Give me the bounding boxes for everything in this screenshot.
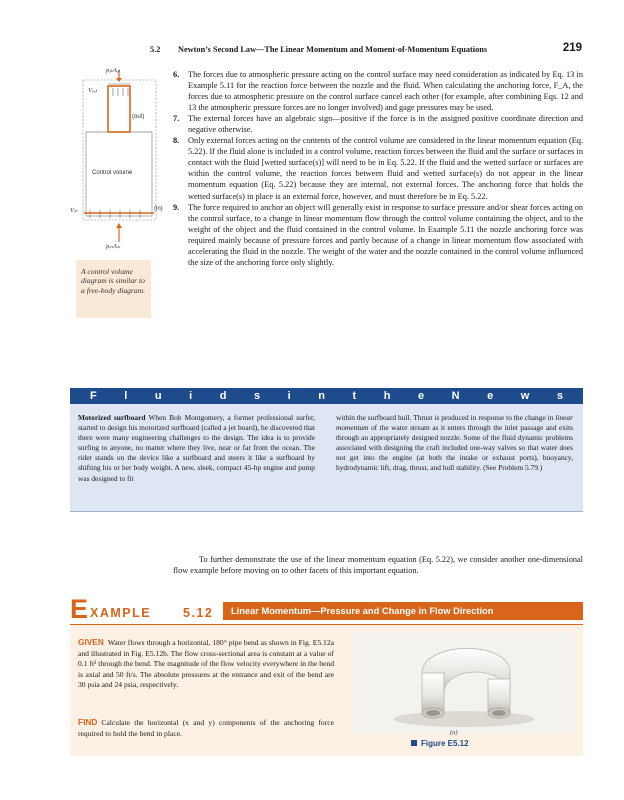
news-heading: Motorized surfboard — [78, 413, 146, 422]
page-number: 219 — [562, 42, 582, 54]
chapter-title: Newton’s Second Law—The Linear Momentum and Moment-of-Momentum Equations — [178, 45, 488, 54]
find-paragraph — [78, 717, 334, 739]
banner-letter: s — [253, 390, 261, 402]
label-pressure-top: pₐₜAₐₜ — [106, 67, 121, 74]
section-number: 5.2 — [150, 45, 161, 54]
banner-letter: i — [189, 390, 193, 402]
example-box — [70, 624, 583, 756]
banner-letter: d — [219, 390, 227, 402]
figure-caption-text: Figure E5.12 — [421, 739, 469, 748]
label-out: (out) — [132, 114, 145, 120]
news-left-text: When Bob Montgomery, a former professional surfer, started to design his motorized surfboard (called a jet board), he discovered that there were many engineering challenges to the design. The idea is to provide surfing to anyone, no matter where they live, near or far from the ocean. The rider stands on the device like a surfboard and steers it like a surfboard by shifting his or her body weight. A new, sleek, compact 45-hp engine and pump was designed to fit — [78, 413, 315, 483]
banner-letter: F — [90, 390, 97, 402]
label-velocity-out: Vₒᵤₜ — [88, 87, 98, 94]
photo-caption: (a) — [450, 729, 458, 736]
given-paragraph — [78, 637, 334, 691]
banner-letter: w — [520, 390, 530, 402]
list-item-number: 9. — [173, 202, 180, 212]
list-item-number: 8. — [173, 136, 180, 146]
body-paragraph: To further demonstrate the use of the linear momentum equation (Eq. 5.22), we consider another one-dimensional flow example before moving on to other facets of this important equation. — [173, 555, 583, 576]
given-tag: GIVEN — [78, 637, 104, 647]
margin-note — [76, 260, 151, 318]
news-column-left — [78, 413, 315, 484]
list-item-text: The forces due to atmospheric pressure acting on the control surface may need consideration as indicated by Eq. 13 in Example 5.11 for the reaction force between the nozzle and the fluid. When calculating the anchoring force, F_A, the forces due to atmospheric pressure on the control surface cancel each other (for example, after combining Eqs. 12 and 13 the atmospheric pressure forces are no longer involved) and gage pressures may be used. — [188, 70, 583, 113]
pipe-bend-image — [352, 633, 574, 733]
list-item — [173, 135, 583, 201]
example-big-letter: E — [70, 594, 89, 624]
news-right-italic: linear momentum — [336, 413, 573, 433]
fluids-in-the-news-banner — [70, 388, 583, 404]
banner-letter: u — [154, 390, 162, 402]
label-control-volume: Control volume — [92, 170, 133, 176]
label-in: (in) — [154, 206, 163, 212]
example-word: XAMPLE — [90, 606, 152, 620]
banner-letter: e — [417, 390, 425, 402]
list-item — [173, 113, 583, 135]
find-tag: FIND — [78, 717, 98, 727]
example-header — [70, 596, 583, 622]
banner-letter: n — [318, 390, 325, 402]
example-number: 5.12 — [183, 606, 214, 620]
list-item-text: Only external forces acting on the contents of the control volume are considered in the linear momentum equation (Eq. 5.22). If the fluid alone is included in a control volume, reaction forces between the fluid and the surface or surfaces in contact with the fluid [wetted surface(s)] will need to be in Eq. 5.22. If the fluid and the wetted surface or surfaces are within the control volume, the reaction forces between fluid and wetted surface(s) do not appear in the linear momentum equation (Eq. 5.22) because they are internal, not external forces. The anchoring force that holds the wetted surface(s) in place is an external force, however, and must therefore be in Eq. 5.22. — [188, 136, 583, 201]
list-item-text: The external forces have an algebraic sign—positive if the force is in the assigned positive coordinate direction and negative otherwise. — [188, 114, 583, 135]
example-title: Linear Momentum—Pressure and Change in Flow Direction — [231, 606, 494, 616]
list-item — [173, 202, 583, 268]
pipe-bend-photo — [352, 633, 574, 733]
banner-letter: l — [124, 390, 128, 402]
caption-square-icon — [411, 740, 417, 746]
list-item — [173, 69, 583, 113]
control-volume-figure — [70, 66, 165, 258]
banner-letter: s — [556, 390, 563, 402]
label-pressure-bottom: pᵢₙAᵢₙ — [106, 243, 121, 250]
list-item-number: 7. — [173, 114, 180, 124]
list-item-text: The force required to anchor an object will generally exist in response to surface pressure and/or shear forces acting on the control surface, to a change in linear momentum flow through the control volume containing the object, and to the weight of the object and the fluid contained in the control volume. In Example 5.11 the nozzle anchoring force was required mainly because of pressure forces and partly because of a change in linear momentum flow associated with accelerating the fluid in the nozzle. The weight of the water and the nozzle contained in the control volume influenced the size of the anchoring force only slightly. — [188, 202, 583, 267]
control-volume-drawing — [70, 66, 165, 258]
news-right-text-1: within the surfboard hull. Thrust is produced in response to the change in — [336, 413, 556, 422]
banner-letter: N — [451, 390, 460, 402]
fluids-in-the-news-box — [70, 404, 583, 512]
label-velocity-in: Vᵢₙ — [70, 207, 78, 214]
running-header — [150, 44, 582, 58]
numbered-list — [173, 69, 583, 268]
find-text: Calculate the horizontal (x and y) components of the anchoring force required to hold the bend in place. — [78, 718, 334, 738]
banner-letter: h — [383, 390, 391, 402]
figure-caption — [411, 739, 469, 748]
banner-letter: e — [487, 390, 494, 402]
banner-letter: t — [352, 390, 357, 402]
news-column-right — [336, 413, 573, 474]
news-right-text-2: of the water stream as it enters through the inlet passage and exits through an appropriately designed nozzle. Some of the fluid dynamic problems associated with designing the craft included one-way valves so that water does not get into the engine (at both the intake or exhaust ports), buoyancy, hydrodynamic lift, drag, thrust, and hull stability. (See Problem 5.79.) — [336, 423, 573, 473]
banner-letter: i — [287, 390, 291, 402]
given-text: Water flows through a horizontal, 180° pipe bend as shown in Fig. E5.12a and illustrated in Fig. E5.12b. The flow cross-sectional area is constant at a value of 0.1 ft² through the bend. The magnitude of the flow velocity everywhere in the bend is axial and 50 ft/s. The absolute pressures at the entrance and exit of the bend are 30 psia and 24 psia, respectively. — [78, 638, 334, 690]
margin-note-text: A control volume diagram is similar to a free-body diagram. — [81, 267, 146, 295]
example-title-bar — [223, 602, 583, 620]
list-item-number: 6. — [173, 70, 180, 79]
